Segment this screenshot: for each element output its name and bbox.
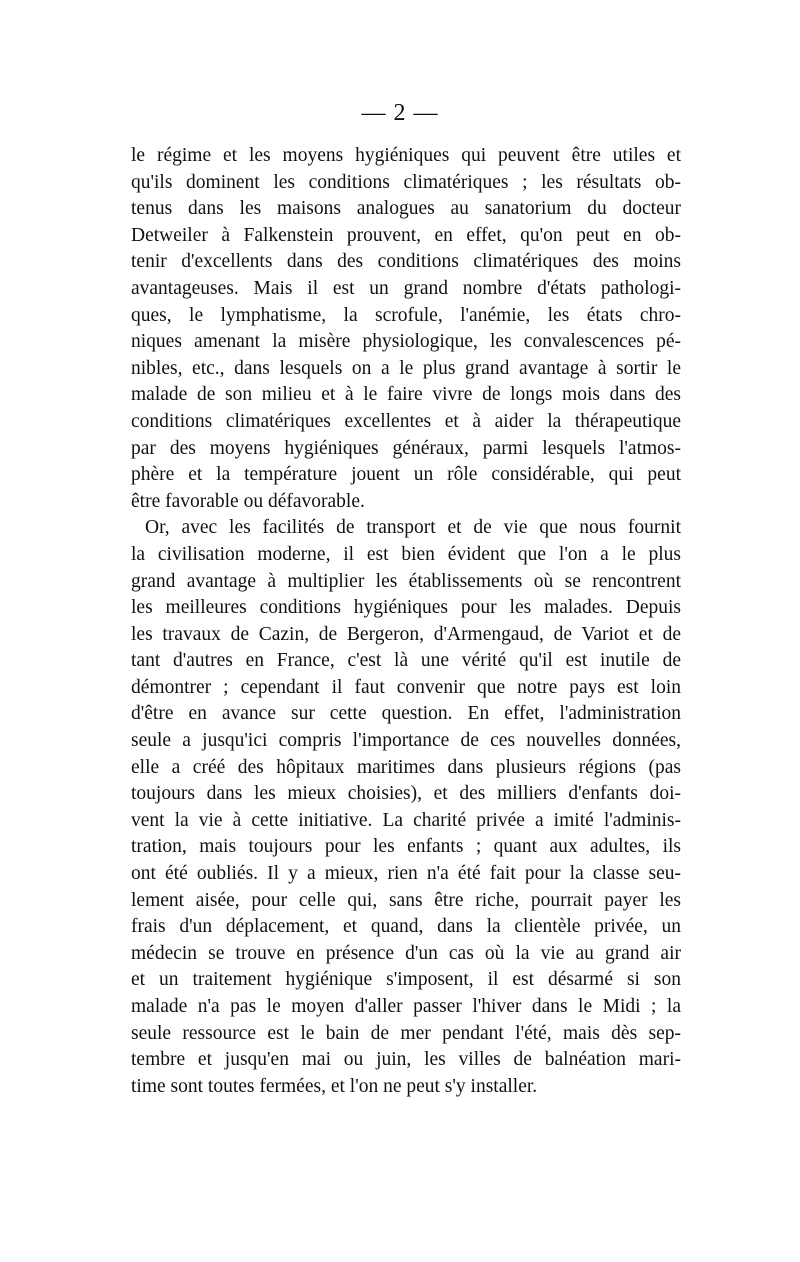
text-line: ont été oubliés. Il y a mieux, rien n'a été fait pour la classe seu- xyxy=(131,863,681,885)
text-line: niques amenant la misère physiologique, les convalescences pé- xyxy=(131,331,681,353)
text-line: grand avantage à multiplier les établissements où se rencontrent xyxy=(131,570,681,592)
text-line: par des moyens hygiéniques généraux, parmi lesquels l'atmos- xyxy=(131,437,681,459)
text-line: malade n'a pas le moyen d'aller passer l'hiver dans le Midi ; la xyxy=(131,996,681,1017)
text-line: avantageuses. Mais il est un grand nombre d'états pathologi- xyxy=(131,277,681,299)
paragraph-1 xyxy=(131,143,681,515)
text-line: elle a créé des hôpitaux maritimes dans plusieurs régions (pas xyxy=(131,756,681,778)
text-line: seule ressource est le bain de mer pendant l'été, mais dès sep- xyxy=(131,1022,681,1044)
text-line: tembre et jusqu'en mai ou juin, les villes de balnéation mari- xyxy=(131,1049,681,1071)
text-line: Detweiler à Falkenstein prouvent, en effet, qu'on peut en ob- xyxy=(131,224,681,246)
text-line: être favorable ou défavorable. xyxy=(131,490,365,512)
text-line: tenir d'excellents dans des conditions climatériques des moins xyxy=(131,251,681,273)
text-line: les travaux de Cazin, de Bergeron, d'Armengaud, de Variot et de xyxy=(131,623,681,645)
text-line: les meilleures conditions hygiéniques pour les malades. Depuis xyxy=(131,597,681,619)
text-line: médecin se trouve en présence d'un cas où la vie au grand air xyxy=(131,942,681,964)
text-line: seule a jusqu'ici compris l'importance de ces nouvelles données, xyxy=(131,730,681,752)
page-number: — 2 — xyxy=(361,100,439,126)
text-line: frais d'un déplacement, et quand, dans la clientèle privée, un xyxy=(131,916,681,938)
text-line: ques, le lymphatisme, la scrofule, l'anémie, les états chro- xyxy=(131,304,681,326)
text-line: tenus dans les maisons analogues au sanatorium du docteur xyxy=(131,198,681,220)
text-line: nibles, etc., dans lesquels on a le plus grand avantage à sortir le xyxy=(131,357,681,379)
text-line: Or, avec les facilités de transport et de vie que nous fournit xyxy=(145,517,681,539)
text-line: tant d'autres en France, c'est là une vérité qu'il est inutile de xyxy=(131,650,681,672)
text-line: démontrer ; cependant il faut convenir que notre pays est loin xyxy=(131,676,681,698)
text-line: time sont toutes fermées, et l'on ne peut s'y installer. xyxy=(131,1075,538,1097)
text-line: le régime et les moyens hygiéniques qui peuvent être utiles et xyxy=(131,145,681,166)
text-line: et un traitement hygiénique s'imposent, il est désarmé si son xyxy=(131,969,681,991)
text-line: d'être en avance sur cette question. En effet, l'administration xyxy=(131,703,681,725)
text-line: toujours dans les mieux choisies), et des milliers d'enfants doi- xyxy=(131,783,681,805)
text-line: lement aisée, pour celle qui, sans être riche, pourrait payer les xyxy=(131,889,681,911)
body-text xyxy=(131,143,681,1100)
text-line: phère et la température jouent un rôle considérable, qui peut xyxy=(131,464,681,486)
text-line: qu'ils dominent les conditions climatériques ; les résultats ob- xyxy=(131,171,681,193)
text-line: tration, mais toujours pour les enfants ; quant aux adultes, ils xyxy=(131,836,681,858)
text-line: conditions climatériques excellentes et à aider la thérapeutique xyxy=(131,410,681,432)
paragraph-2 xyxy=(131,515,681,1100)
text-line: vent la vie à cette initiative. La charité privée a imité l'adminis- xyxy=(131,809,681,831)
text-line: la civilisation moderne, il est bien évident que l'on a le plus xyxy=(131,543,681,565)
text-line: malade de son milieu et à le faire vivre de longs mois dans des xyxy=(131,384,681,406)
